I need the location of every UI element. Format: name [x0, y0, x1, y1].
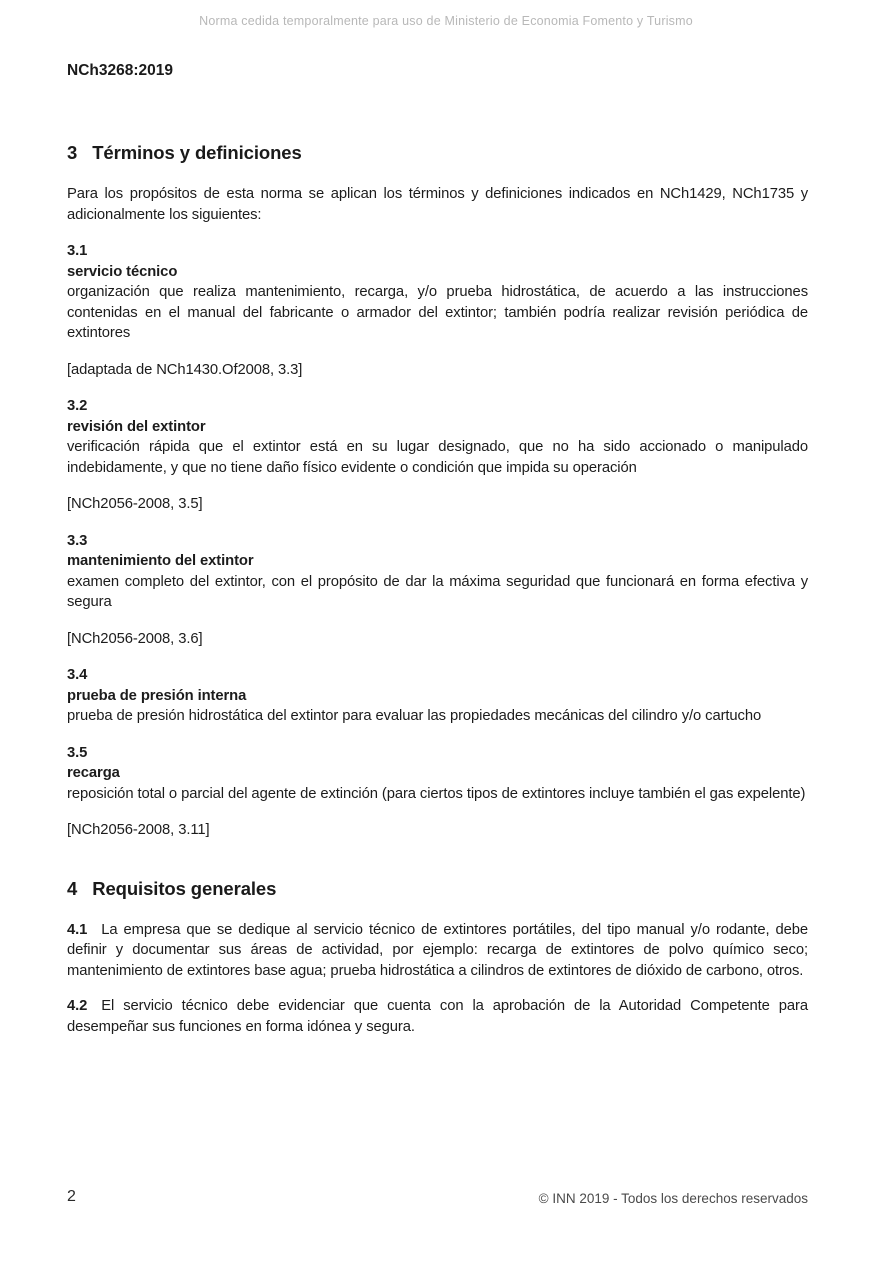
term-block-3-2	[67, 396, 808, 515]
term-name: mantenimiento del extintor	[67, 553, 254, 569]
section-title: Requisitos generales	[92, 877, 277, 899]
section-title: Términos y definiciones	[92, 142, 302, 163]
term-source: [NCh2056-2008, 3.5]	[67, 496, 203, 512]
term-source: [NCh2056-2008, 3.6]	[67, 630, 203, 647]
term-definition: organización que realiza mantenimiento, recarga, y/o prueba hidrostática, de acuerdo a las instrucciones contenidas en el manual del fabricante o armador del extintor; también podría realizar revisión periódica de extintores	[67, 284, 808, 341]
term-definition: examen completo del extintor, con el propósito de dar la máxima seguridad que funcionará en forma efectiva y segura	[67, 573, 808, 610]
term-name: prueba de presión interna	[67, 687, 247, 704]
section-number: 3	[67, 142, 78, 163]
term-source: [NCh2056-2008, 3.11]	[67, 822, 210, 838]
section-3-intro: Para los propósitos de esta norma se aplican los términos y definiciones indicados en NCh1429, NCh1735 y adicionalmente los siguientes:	[67, 186, 808, 223]
term-block-3-4	[67, 665, 808, 727]
term-block-3-1	[67, 241, 808, 380]
term-number: 3.5	[67, 744, 88, 761]
section-number: 4	[67, 877, 78, 899]
clause-number: 4.1	[67, 921, 88, 938]
clause-4-1	[67, 920, 808, 982]
term-name: revisión del extintor	[67, 418, 206, 435]
term-number: 3.4	[67, 667, 88, 683]
term-number: 3.1	[67, 243, 88, 259]
term-number: 3.2	[67, 398, 88, 414]
clause-number: 4.2	[67, 998, 88, 1014]
term-source: [adaptada de NCh1430.Of2008, 3.3]	[67, 361, 303, 378]
clause-text: El servicio técnico debe evidenciar que cuenta con la aprobación de la Autoridad Competente para desempeñar sus funciones en forma idónea y segura.	[67, 998, 808, 1035]
section-3-heading	[67, 142, 808, 164]
footer-page-number: 2	[67, 1188, 76, 1205]
term-name: servicio técnico	[67, 263, 178, 280]
term-block-3-5	[67, 743, 808, 841]
clause-text: La empresa que se dedique al servicio técnico de extintores portátiles, del tipo manual y/o rodante, debe definir y documentar sus áreas de actividad, por ejemplo: recarga de extintores de polvo químico seco; mantenimiento de extintores base agua; prueba hidrostática a cilindros de extintores de dióxido de carbono, otros.	[67, 921, 808, 979]
footer-copyright: © INN 2019 - Todos los derechos reservados	[538, 1191, 808, 1206]
section-4-heading	[67, 878, 808, 900]
term-definition: verificación rápida que el extintor está en su lugar designado, que no ha sido accionado o manipulado indebidamente, y que no tiene daño físico evidente o condición que impida su operación	[67, 439, 808, 476]
page-content	[67, 142, 808, 1037]
term-definition: prueba de presión hidrostática del extintor para evaluar las propiedades mecánicas del cilindro y/o cartucho	[67, 708, 762, 724]
term-number: 3.3	[67, 532, 88, 549]
watermark-text: Norma cedida temporalmente para uso de Ministerio de Economia Fomento y Turismo	[199, 14, 693, 28]
term-definition: reposición total o parcial del agente de extinción (para ciertos tipos de extintores incluye también el gas expelente)	[67, 785, 806, 802]
document-code: NCh3268:2019	[67, 62, 173, 79]
term-name: recarga	[67, 765, 120, 781]
clause-4-2	[67, 996, 808, 1037]
term-block-3-3	[67, 531, 808, 650]
